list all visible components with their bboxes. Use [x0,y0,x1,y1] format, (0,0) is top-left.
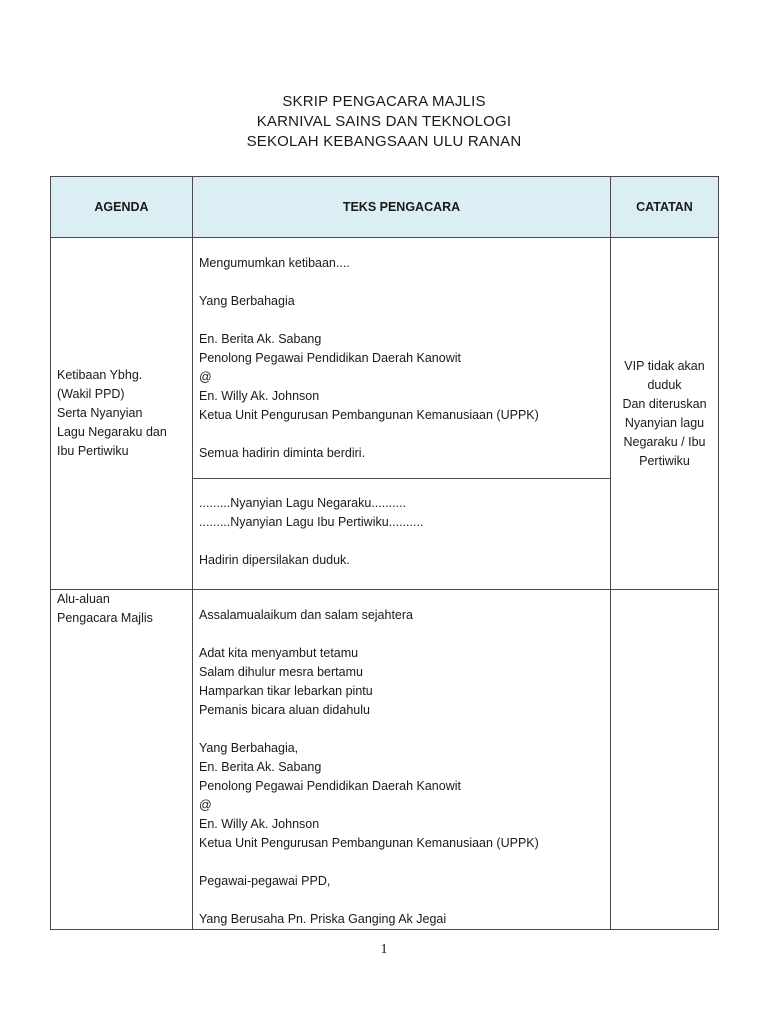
teks-line: Salam dihulur mesra bertamu [199,665,363,679]
catatan-cell-alu-aluan [611,590,719,930]
teks-line: Assalamualaikum dan salam sejahtera [199,608,413,622]
teks-cell-ketibaan [193,238,611,479]
teks-cell-nyanyian [193,479,611,590]
page-number: 1 [380,942,388,957]
title-line-1: SKRIP PENGACARA MAJLIS [282,93,486,110]
catatan-line: Pertiwiku [639,453,690,468]
teks-line: @ [199,798,212,812]
teks-line: Mengumumkan ketibaan.... [199,256,350,270]
title-line-3: SEKOLAH KEBANGSAAN ULU RANAN [246,133,522,150]
header-catatan: CATATAN [611,177,719,238]
blank-line [199,273,604,292]
teks-line: Adat kita menyambut tetamu [199,646,359,660]
agenda-line: (Wakil PPD) [57,387,125,401]
catatan-line: VIP tidak akan [624,358,705,373]
catatan-line: duduk [647,377,682,392]
teks-line: Ketua Unit Pengurusan Pembangunan Kemanusiaan (UPPK) [199,836,539,850]
agenda-line: Ibu Pertiwiku [57,444,129,458]
header-teks-pengacara: TEKS PENGACARA [193,177,611,238]
table-row [51,238,719,479]
teks-line: En. Berita Ak. Sabang [199,332,322,346]
teks-line: Penolong Pegawai Pendidikan Daerah Kanowit [199,351,461,365]
agenda-line: Serta Nyanyian [57,406,143,420]
agenda-cell-alu-aluan [51,590,193,930]
catatan-line: Nyanyian lagu [624,415,705,430]
agenda-line: Lagu Negaraku dan [57,425,167,439]
table-header-row [51,177,719,238]
document-title [0,92,768,152]
catatan-line: Negaraku / Ibu [623,434,706,449]
blank-line [199,532,604,551]
teks-line: .........Nyanyian Lagu Ibu Pertiwiku.......... [199,515,424,529]
blank-line [199,853,604,872]
header-agenda: AGENDA [51,177,193,238]
teks-line: Yang Berusaha Pn. Priska Ganging Ak Jegai [199,912,447,926]
teks-line: @ [199,370,212,384]
teks-cell-alu-aluan [193,590,611,930]
agenda-line: Ketibaan Ybhg. [57,368,143,382]
teks-line: Hadirin dipersilakan duduk. [199,553,350,567]
agenda-line: Pengacara Majlis [57,611,153,625]
teks-line: Pemanis bicara aluan didahulu [199,703,370,717]
blank-line [199,425,604,444]
title-line-2: KARNIVAL SAINS DAN TEKNOLOGI [256,113,512,130]
teks-line: Semua hadirin diminta berdiri. [199,446,366,460]
teks-line: Yang Berbahagia [199,294,295,308]
teks-line: Yang Berbahagia, [199,741,299,755]
blank-line [199,311,604,330]
teks-line: Penolong Pegawai Pendidikan Daerah Kanowit [199,779,461,793]
catatan-cell-ketibaan [611,238,719,590]
agenda-cell-ketibaan [51,238,193,590]
teks-line: Ketua Unit Pengurusan Pembangunan Kemanusiaan (UPPK) [199,408,539,422]
blank-line [199,891,604,910]
blank-line [199,625,604,644]
agenda-line: Alu-aluan [57,592,110,606]
catatan-line: Dan diteruskan [622,396,707,411]
teks-line: Pegawai-pegawai PPD, [199,874,331,888]
blank-line [199,720,604,739]
table-row [51,590,719,930]
teks-line: En. Berita Ak. Sabang [199,760,322,774]
teks-line: Hamparkan tikar lebarkan pintu [199,684,373,698]
script-table [50,176,719,930]
teks-line: .........Nyanyian Lagu Negaraku.......... [199,496,407,510]
teks-line: En. Willy Ak. Johnson [199,817,320,831]
teks-line: En. Willy Ak. Johnson [199,389,320,403]
